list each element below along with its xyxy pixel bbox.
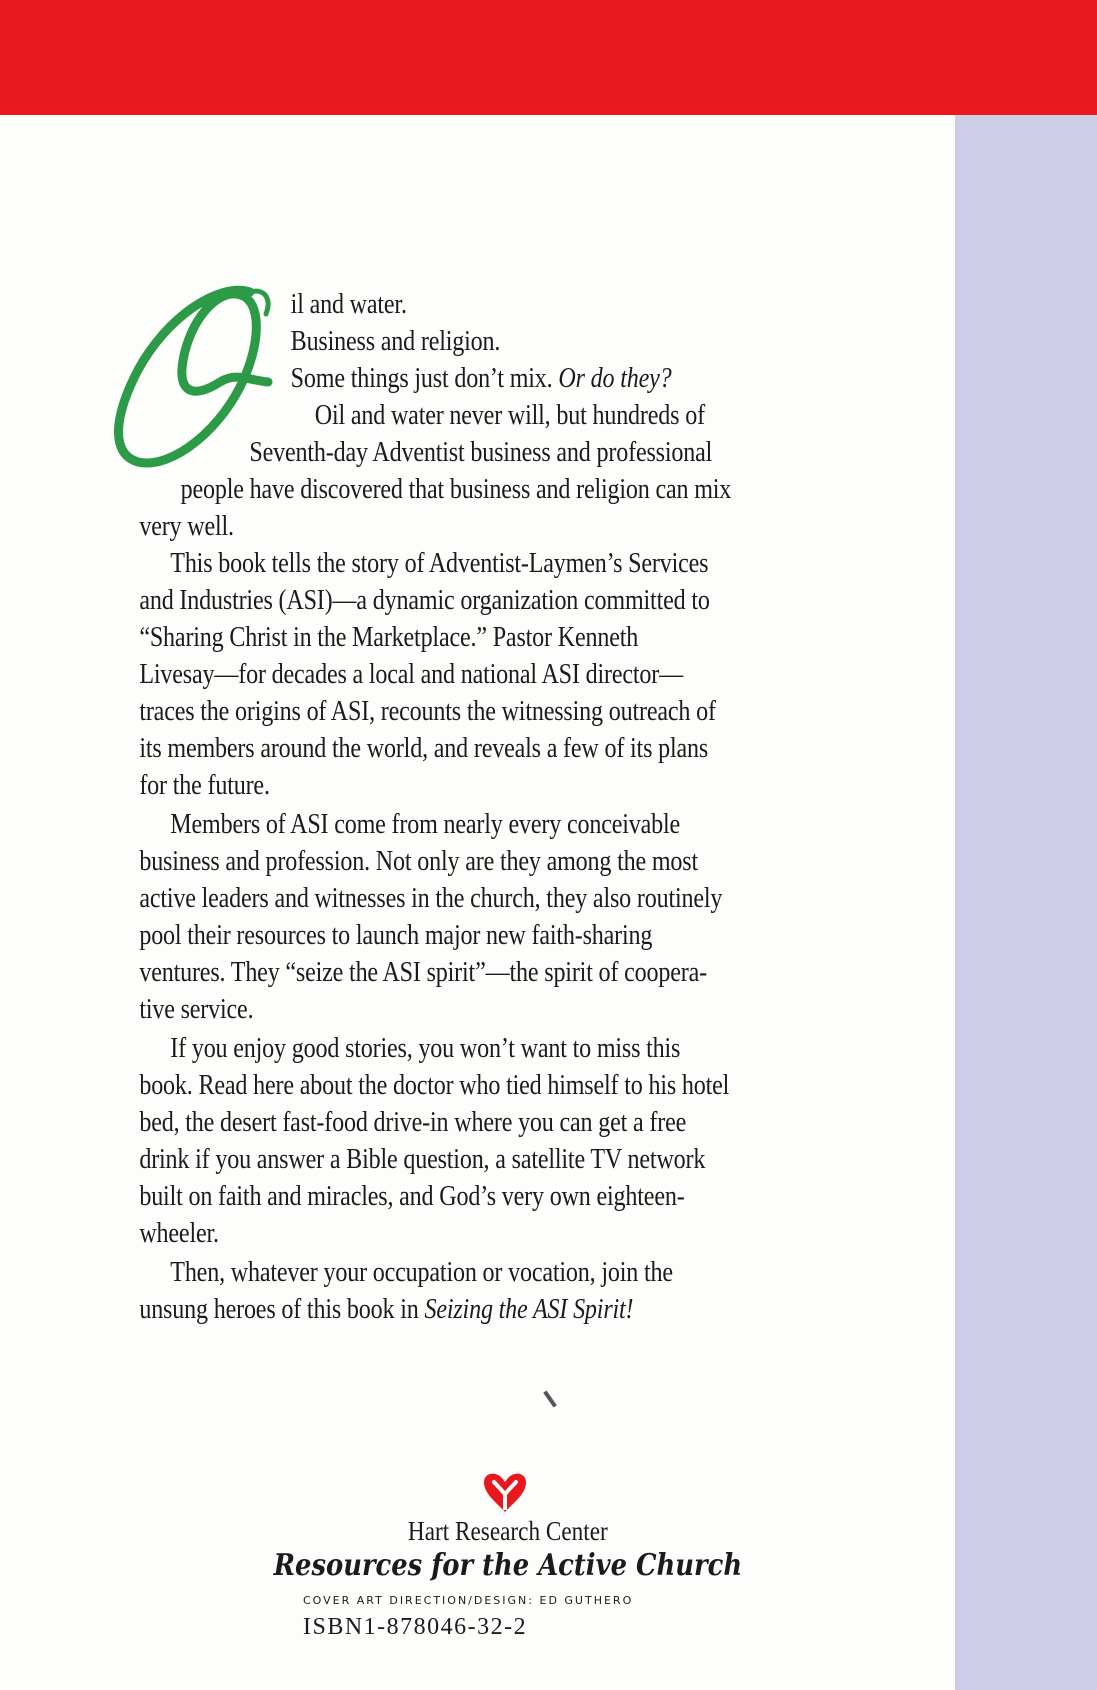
blurb-line-part: unsung heroes of this book in (139, 1294, 419, 1325)
book-title-italic: Seizing the ASI Spirit! (424, 1294, 634, 1325)
blurb-line: active leaders and witnesses in the church, they also routinely (139, 883, 723, 914)
blurb-line: built on faith and miracles, and God’s very own eighteen- (139, 1181, 685, 1212)
blurb-line: il and water. (290, 289, 407, 320)
isbn: ISBN1-878046-32-2 (303, 1614, 528, 1640)
blurb-line-part: Some things just don’t mix. (290, 363, 553, 394)
blurb-line: bed, the desert fast-food drive-in where you can get a free (139, 1107, 687, 1138)
blurb-line: pool their resources to launch major new faith-sharing (139, 920, 653, 951)
blurb-line: Business and religion. (290, 326, 501, 357)
blurb-line: people have discovered that business and religion can mix (180, 474, 732, 505)
side-lavender-band (955, 115, 1097, 1690)
blurb-line: Then, whatever your occupation or vocation, join the (170, 1257, 673, 1288)
blurb-line: traces the origins of ASI, recounts the witnessing outreach of (139, 696, 716, 727)
blurb-line: Oil and water never will, but hundreds of (314, 400, 705, 431)
top-red-band (0, 0, 1097, 115)
blurb-line: ventures. They “seize the ASI spirit”—the spirit of coopera- (139, 957, 707, 988)
blurb-line: business and profession. Not only are they among the most (139, 846, 698, 877)
blurb-line: tive service. (139, 994, 254, 1025)
blurb-line: and Industries (ASI)—a dynamic organization committed to (139, 585, 710, 616)
publisher-name: Hart Research Center (407, 1516, 608, 1546)
blurb-line: “Sharing Christ in the Marketplace.” Pastor Kenneth (139, 622, 639, 653)
publisher-tagline: Resources for the Active Church (273, 1548, 743, 1583)
blurb-line: Seventh-day Adventist business and professional (249, 437, 713, 468)
blurb-line: This book tells the story of Adventist-Laymen’s Services (170, 548, 709, 579)
blurb-line: for the future. (139, 770, 270, 801)
blurb-line: its members around the world, and reveals a few of its plans (139, 733, 709, 764)
blurb-line-italic: Or do they? (558, 363, 672, 394)
blurb-line: drink if you answer a Bible question, a satellite TV network (139, 1144, 706, 1175)
blurb-line: Members of ASI come from nearly every conceivable (170, 809, 681, 840)
blurb-line: wheeler. (139, 1218, 219, 1249)
hart-heart-logo-icon (480, 1470, 530, 1514)
blurb-line: book. Read here about the doctor who tied himself to his hotel (139, 1070, 730, 1101)
blurb-line: If you enjoy good stories, you won’t want to miss this (170, 1033, 681, 1064)
blurb-line: Livesay—for decades a local and national ASI director— (139, 659, 684, 690)
blurb-line (291, 360, 672, 397)
blurb-line: very well. (139, 511, 234, 542)
blurb-line (139, 1291, 633, 1328)
cover-credit: COVER ART DIRECTION/DESIGN: ED GUTHERO (303, 1594, 634, 1607)
